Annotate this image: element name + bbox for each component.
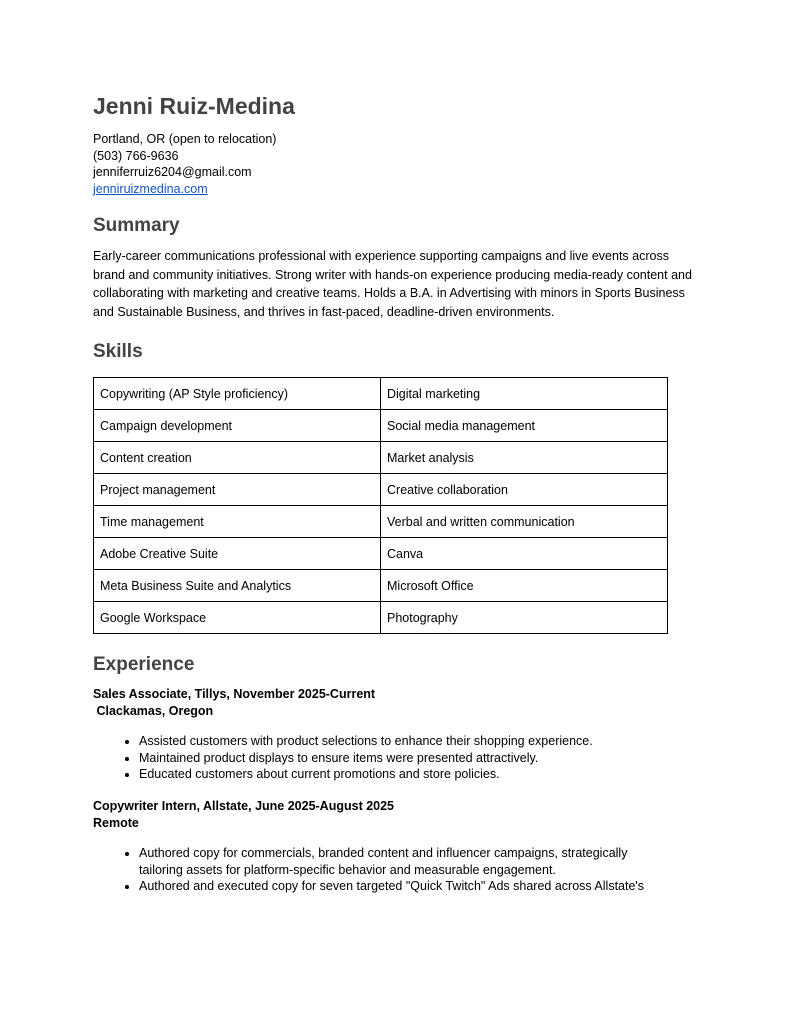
skills-table [93, 377, 668, 634]
job-bullets [93, 845, 669, 894]
skill-cell: Market analysis [381, 442, 668, 474]
resume-page [93, 90, 703, 894]
skill-cell: Content creation [94, 442, 381, 474]
table-row [94, 378, 668, 410]
phone-text: (503) 766-9636 [93, 148, 179, 163]
list-item: • Authored copy for commercials, branded content and influencer campaigns, strategically tailoring assets for platform-specific behavior and measurable engagement. [139, 845, 669, 878]
skill-cell: Creative collaboration [381, 474, 668, 506]
skill-cell: Canva [381, 538, 668, 570]
experience-heading: Experience [93, 654, 195, 676]
job-title: Copywriter Intern, Allstate, June 2025-August 2025 [93, 799, 395, 814]
table-row [94, 570, 668, 602]
table-row [94, 474, 668, 506]
skills-heading: Skills [93, 341, 143, 363]
list-item: • Authored and executed copy for seven targeted "Quick Twitch" Ads shared across Allstate's [139, 878, 669, 894]
job-entry [93, 798, 703, 894]
candidate-name: Jenni Ruiz-Medina [93, 93, 295, 119]
table-row [94, 538, 668, 570]
location-text: Portland, OR (open to relocation) [93, 132, 277, 146]
skill-cell: Digital marketing [381, 378, 668, 410]
contact-block [93, 131, 703, 197]
skill-cell: Social media management [381, 410, 668, 442]
skill-cell: Time management [94, 506, 381, 538]
website-link[interactable]: jenniruizmedina.com [93, 181, 208, 196]
job-bullets [93, 733, 703, 782]
list-item: • Educated customers about current promotions and store policies. [139, 766, 703, 782]
skill-cell: Campaign development [94, 410, 381, 442]
skill-cell: Microsoft Office [381, 570, 668, 602]
table-row [94, 506, 668, 538]
skill-cell: Adobe Creative Suite [94, 538, 381, 570]
table-row [94, 410, 668, 442]
job-entry [93, 686, 703, 782]
job-location: Remote [93, 816, 139, 831]
skill-cell: Verbal and written communication [381, 506, 668, 538]
job-title: Sales Associate, Tillys, November 2025-Current [93, 687, 376, 702]
summary-heading: Summary [93, 215, 180, 236]
summary-text: Early-career communications professional with experience supporting campaigns and live events across brand and community initiatives. Strong writer with hands-on experience producing media-ready content and collaborating with marketing and creative teams. Holds a B.A. in Advertising with minors in Sports Business and Sustainable Business, and thrives in fast-paced, deadline-driven environments. [93, 249, 692, 319]
skill-cell: Meta Business Suite and Analytics [94, 570, 381, 602]
skill-cell: Google Workspace [94, 602, 381, 634]
skill-cell: Project management [94, 474, 381, 506]
list-item: • Assisted customers with product selections to enhance their shopping experience. [139, 733, 703, 749]
job-location: Clackamas, Oregon [93, 704, 214, 719]
list-item: • Maintained product displays to ensure items were presented attractively. [139, 750, 703, 766]
email-text: jenniferruiz6204@gmail.com [93, 165, 252, 179]
table-row [94, 602, 668, 634]
table-row [94, 442, 668, 474]
skill-cell: Copywriting (AP Style proficiency) [94, 378, 381, 410]
skill-cell: Photography [381, 602, 668, 634]
